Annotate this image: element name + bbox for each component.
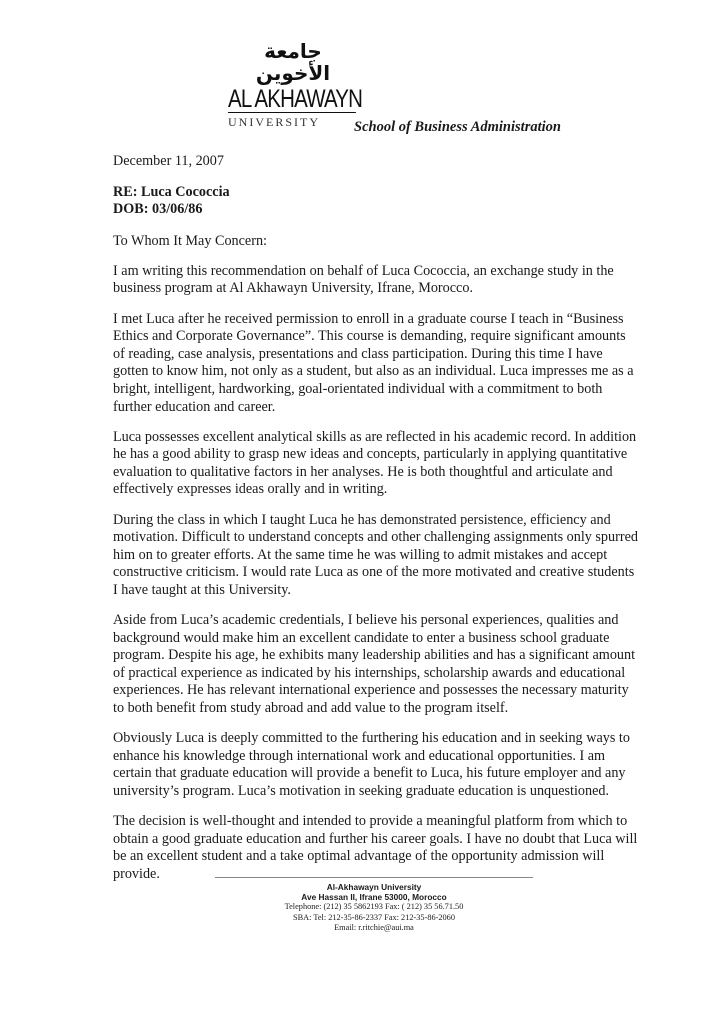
- letter-body: [113, 145, 641, 896]
- footer-email: Email: r.ritchie@aui.ma: [334, 922, 414, 932]
- school-name: School of Business Administration: [354, 119, 561, 135]
- footer-institution: Al-Akhawayn University: [326, 882, 422, 892]
- paragraph: Luca possesses excellent analytical skills as are reflected in his academic record. In addition he has a good ability to grasp new ideas and concepts, particularly in applying quantitative evaluation to qualitative factors in her analyses. He is both thoughtful and articulate and effectively expresses ideas orally and in writing.: [113, 428, 637, 498]
- logo-name-text: AL AKHAWAYN: [228, 85, 363, 113]
- paragraph: During the class in which I taught Luca he has demonstrated persistence, efficiency and motivation. Difficult to understand concepts and other challenging assignments only spurred him on to greater efforts. At the same time he was willing to admit mistakes and accept constructive criticism. I would rate Luca as one of the more motivated and creative students I have taught at this University.: [113, 511, 638, 598]
- paragraph: Obviously Luca is deeply committed to the furthering his education and in seeking ways to enhance his knowledge through international work and educational opportunities. I am certain that graduate education will provide a benefit to Luca, his future employer and any university’s program. Luca’s motivation in seeking graduate education is unquestioned.: [113, 730, 630, 799]
- footer-sba-contact: SBA: Tel: 212-35-86-2337 Fax: 212-35-86-2060: [293, 912, 455, 922]
- logo-arabic-text: جامعة الأخوين: [255, 39, 331, 85]
- paragraph: I met Luca after he received permission to enroll in a graduate course I teach in “Business Ethics and Corporate Governance”. This course is demanding, require significant amounts of reading, case analysis, presentations and class participation. During this time I have gotten to know him, not only as a student, but also as an individual. Luca impresses me as a bright, intelligent, hardworking, goal-orientated individual with a commitment to both further education and career.: [113, 310, 634, 415]
- footer-divider: [215, 877, 533, 878]
- logo-university-text: UNIVERSITY: [228, 115, 320, 129]
- paragraph: I am writing this recommendation on behalf of Luca Cococcia, an exchange study in the business program at Al Akhawayn University, Ifrane, Morocco.: [113, 262, 614, 297]
- letter-date: December 11, 2007: [113, 153, 224, 169]
- footer-street: Ave Hassan II, Ifrane 53000, Morocco: [301, 892, 447, 903]
- footer-telephone: Telephone: (212) 35 5862193 Fax: ( 212) 35 56.71.50: [284, 902, 464, 912]
- re-line: RE: Luca Cococcia: [113, 183, 230, 200]
- dob-line: DOB: 03/06/86: [113, 201, 203, 218]
- university-logo: [228, 40, 368, 130]
- paragraph: Aside from Luca’s academic credentials, I believe his personal experiences, qualities and background would make him an excellent candidate to enter a business school graduate program. Despite his age, he exhibits many leadership abilities and has a significant amount of practical experience as indicated by his internships, scholarship awards and educational experiences. He has relevant international experience and possesses the necessary maturity to both benefit from study abroad and add value to the program itself.: [113, 611, 636, 716]
- salutation: To Whom It May Concern:: [113, 232, 267, 249]
- footer-address: [215, 882, 533, 933]
- paragraph: The decision is well-thought and intended to provide a meaningful platform from which to obtain a good graduate education and further his career goals. I have no doubt that Luca will be an excellent student and a take optimal advantage of the opportunity admission will provide.: [113, 812, 638, 882]
